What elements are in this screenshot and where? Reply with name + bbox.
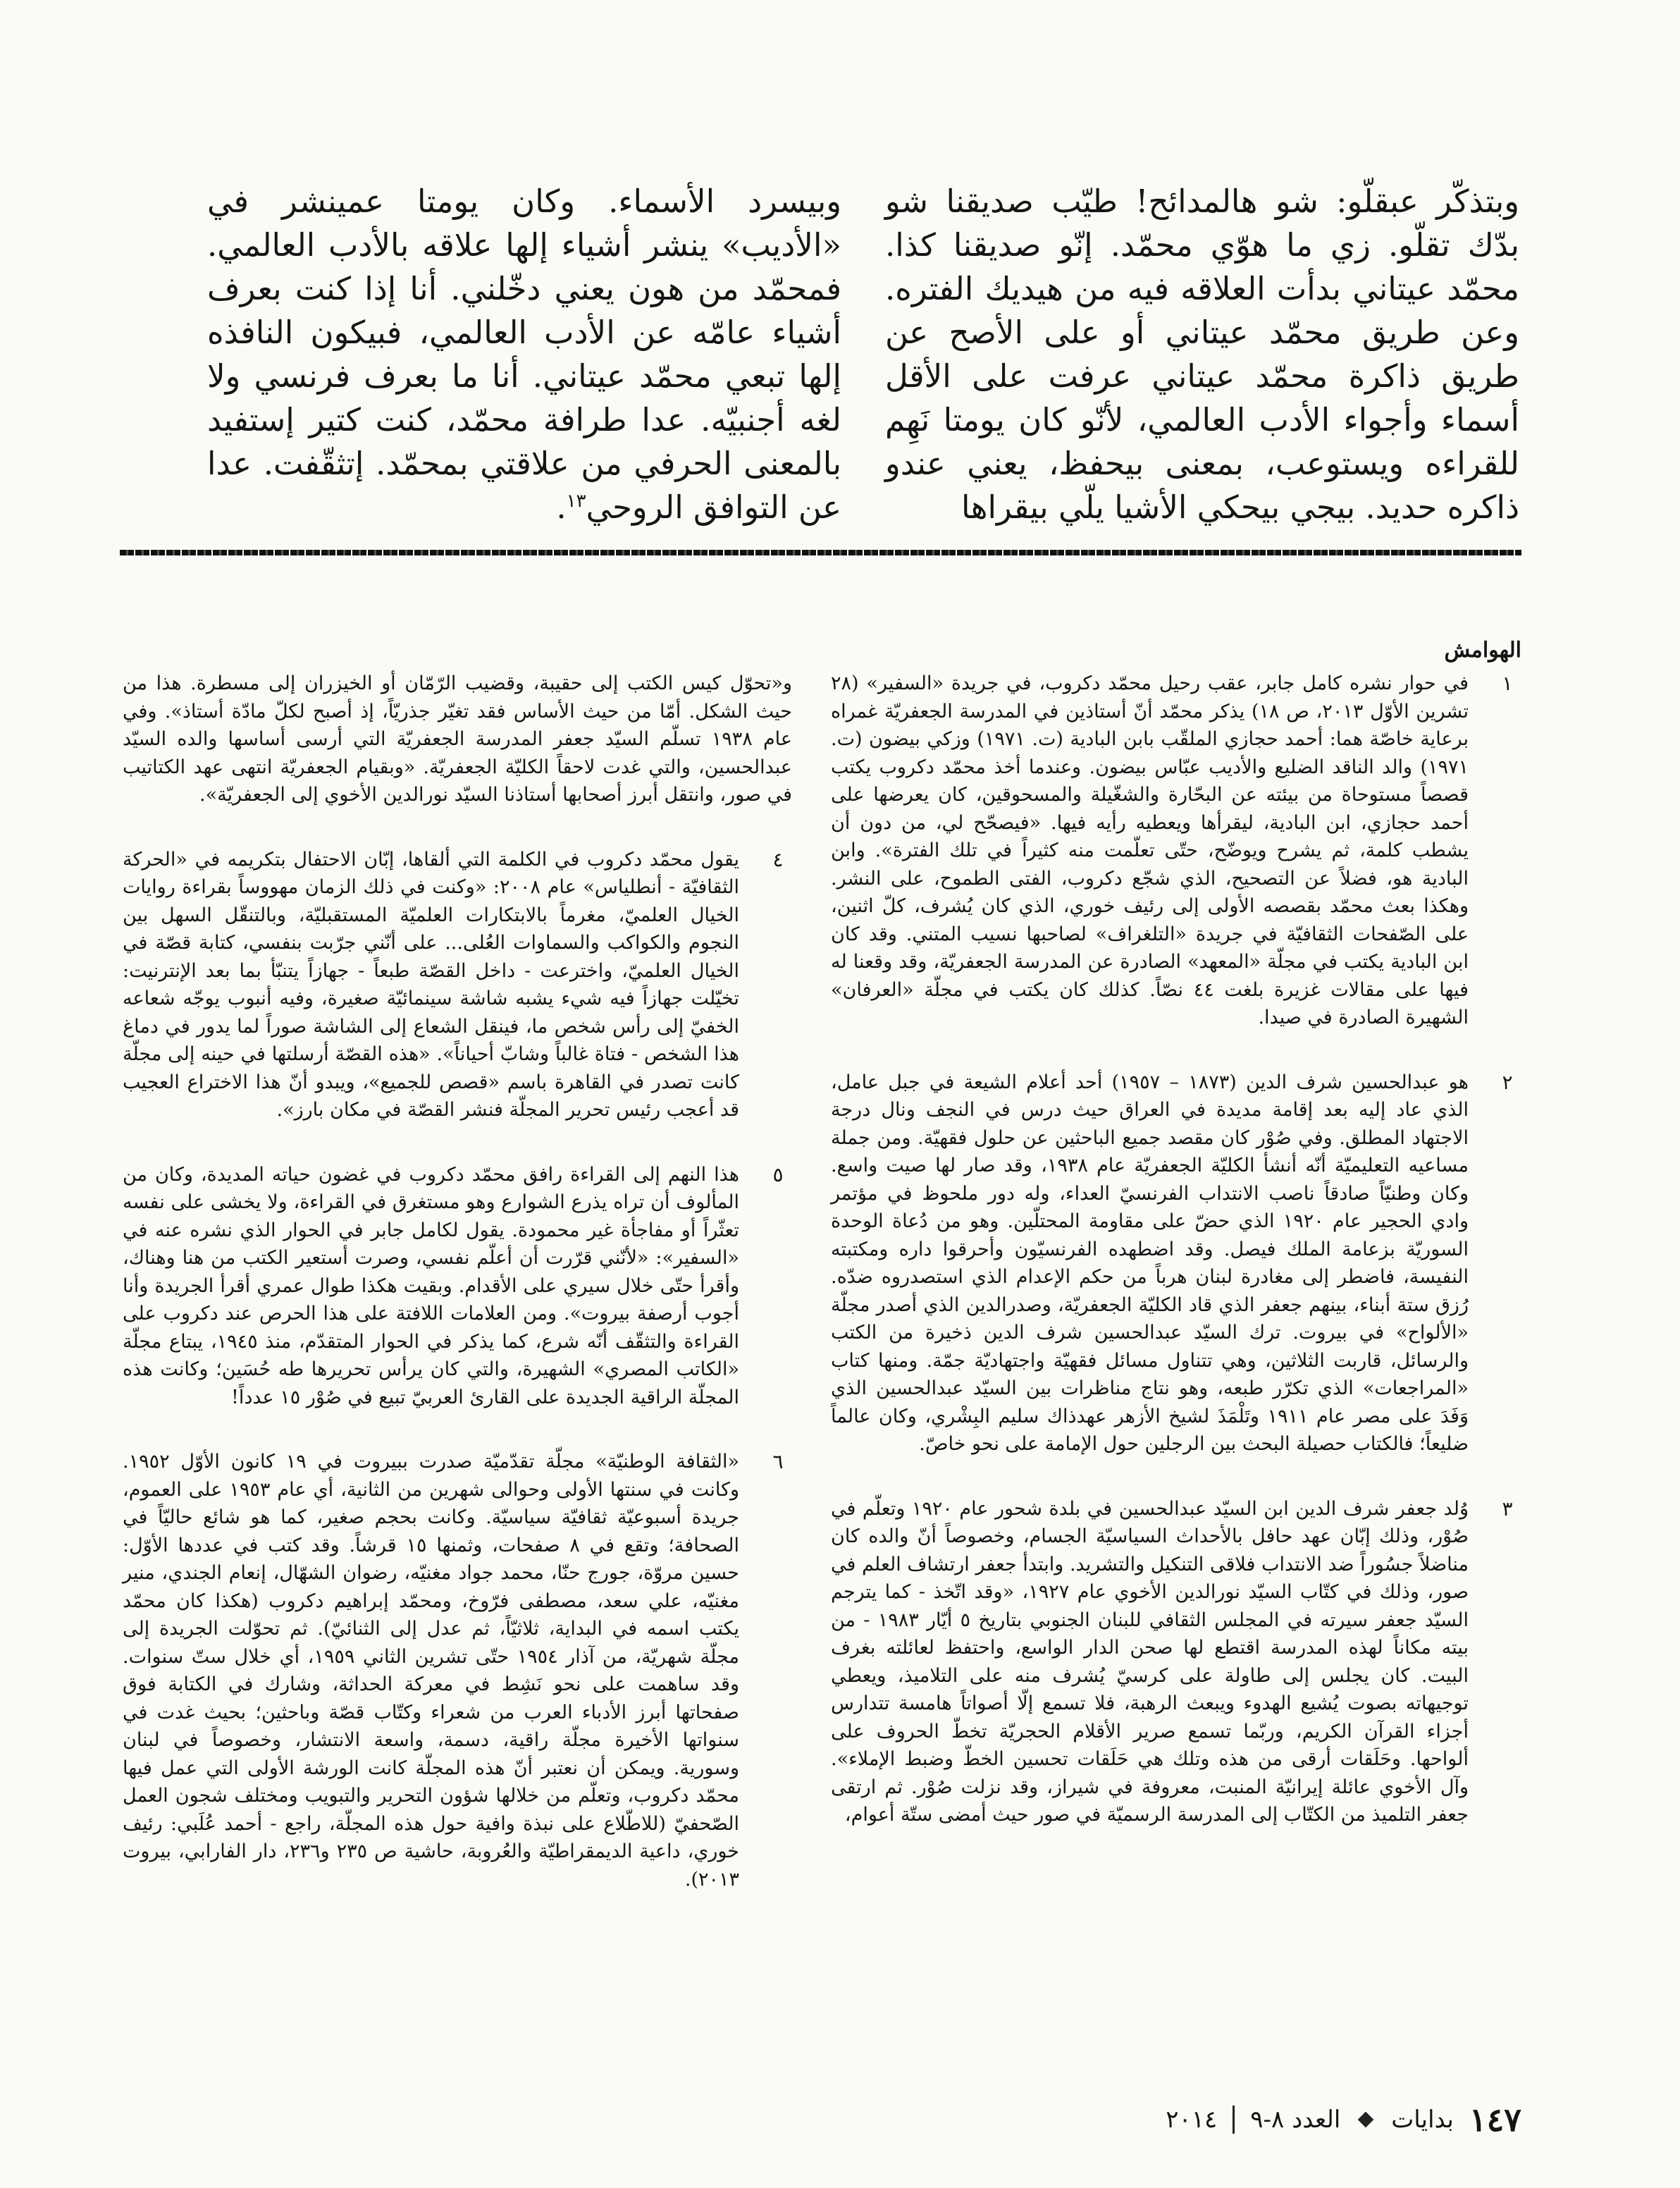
- footnote-4: [123, 846, 792, 1124]
- footnote-3: [831, 1495, 1521, 1829]
- footer-separator: [1233, 2106, 1235, 2134]
- page-number: ١٤٧: [1469, 2101, 1521, 2139]
- footnote-number: ٢: [1502, 1070, 1513, 1094]
- body-text-left-column: [207, 180, 841, 529]
- footnote-text: هذا النهم إلى القراءة رافق محمّد دكروب في غضون حياته المديدة، وكان من المألوف أن تراه يذرع الشوارع وهو مستغرق في القراءة، ولا يخشى على نفسه تعثّراً أو مفاجأة غير محمودة. يقول لكامل جابر في الحوار الذي نشره عنه في «السفير»: «لأنّني قرّرت أن أعلّم نفسي، وصرت أستعير الكتب من هنا وهناك، وأقرأ حتّى خلال سيري على الأقدام. وبقيت هكذا طوال عمري أقرأ الجريدة وأنا أجوب أرصفة بيروت». ومن العلامات اللافتة على هذا الحرص عند دكروب على القراءة والتثقّف أنّه شرع، كما يذكر في الحوار المتقدّم، منذ ١٩٤٥، يبتاع مجلّة «الكاتب المصري» الشهيرة، والتي كان يرأس تحريرها طه حُسَين؛ وكانت هذه المجلّة الراقية الجديدة على القارئ العربيّ تبيع في صُوْر ١٥ عدداً!: [123, 1163, 739, 1408]
- notes-right-column: [831, 670, 1521, 1866]
- body-text-right-column: [885, 180, 1519, 529]
- footnote-6: [123, 1448, 792, 1893]
- footnote-text: «الثقافة الوطنيّة» مجلّة تقدّميّة صدرت ببيروت في ١٩ كانون الأوّل ١٩٥٢. وكانت في سنتها الأولى وحوالى شهرين من الثانية، أي عام ١٩٥٣ على العموم، جريدة أسبوعيّة ثقافيّة سياسيّة. وكانت بحجم صغير، كما هو شائع حاليّاً في الصحافة؛ وتقع في ٨ صفحات، وثمنها ١٥ قرشاً. وقد كتب في عددها الأوّل: حسين مروّة، جورج حنّا، محمد جواد مغنيّه، رضوان الشهّال، إنعام الجندي، منير مغنيّه، علي سعد، مصطفى فرّوخ، ومحمّد إبراهيم دكروب (هكذا كان محمّد يكتب اسمه في البداية، ثلاثيّاً، ثم عدل إلى الثنائيّ). ثم تحوّلت الجريدة إلى مجلّة شهريّة، من آذار ١٩٥٤ حتّى تشرين الثاني ١٩٥٩، أي خلال ستّ سنوات. وقد ساهمت على نحو نَشِط في معركة الحداثة، وشارك في الكتابة فوق صفحاتها أبرز الأدباء العرب من شعراء وكتّاب قصّة وباحثين؛ بحيث غدت في سنواتها الأخيرة مجلّة راقية، دسمة، واسعة الانتشار، وخصوصاً في لبنان وسورية. ويمكن أن نعتبر أنّ هذه المجلّة كانت الورشة الأولى التي عمل فيها محمّد دكروب، وتعلّم من خلالها شؤون التحرير والتبويب ومختلف شجون العمل الصّحفيّ (للاطّلاع على نبذة وافية حول هذه المجلّة، راجع - أحمد عُلَبي: رئيف خوري، داعية الديمقراطيّة والعُروبة، حاشية ص ٢٣٥ و٢٣٦، دار الفارابي، بيروت ٢٠١٣).: [123, 1451, 740, 1891]
- footnote-1: [831, 670, 1521, 1032]
- footnote-number: ٦: [772, 1450, 784, 1473]
- footnote-text: وُلد جعفر شرف الدين ابن السيّد عبدالحسين في بلدة شحور عام ١٩٢٠ وتعلّم في صُوْر، وذلك إبّان عهد حافل بالأحداث السياسيّة الجسام، وخصوصاً أنّ والده كان مناضلاً جسُوراً ضد الانتداب فلاقى التنكيل والتشريد. وابتدأ جعفر ارتشاف العلم في صور، وذلك في كتّاب السيّد نورالدين الأخوي عام ١٩٢٧، «وقد اتّخذ - كما يترجم السيّد جعفر سيرته في المجلس الثقافي للبنان الجنوبي بتاريخ ٥ أيّار ١٩٨٣ - من بيته مكاناً لهذه المدرسة اقتطع لها صحن الدار الواسع، واحتفظ لعائلته بغرف البيت. كان يجلس إلى طاولة على كرسيّ يُشرف منه على التلاميذ، ويعطي توجيهاته بصوت يُشيع الهدوء ويبعث الرهبة، فلا تسمع إلّا أصواتاً هامسة تتدارس أجزاء القرآن الكريم، وربّما تسمع صرير الأقلام الحجريّة تخطّ الحروف على ألواحها. وحَلَقات أرقى من هذه وتلك هي حَلَقات تحسين الخطّ وضبط الإملاء». وآل الأخوي عائلة إيرانيّة المنبت، معروفة في شيراز، وقد نزلت صُوْر. ثم ارتقى جعفر التلميذ من الكتّاب إلى المدرسة الرسميّة في صور حيث أمضى ستّة أعوام،: [831, 1497, 1469, 1826]
- notes-heading: الهوامش: [1444, 638, 1521, 663]
- footnote-text: يقول محمّد دكروب في الكلمة التي ألقاها، إبّان الاحتفال بتكريمه في «الحركة الثقافيّة - أنطلياس» عام ٢٠٠٨: «وكنت في ذلك الزمان مهووساً بقراءة روايات الخيال العلميّ، مغرماً بالابتكارات العلميّة المستقبليّة، وبالتنقّل السهل بين النجوم والكواكب والسماوات العُلى... على أنّني جرّبت بنفسي، كتابة قصّة في الخيال العلميّ، واخترعت - داخل القصّة طبعاً - جهازاً يتنبّأ بما بعد الإنترنيت: تخيّلت جهازاً فيه شيء يشبه شاشة سينمائيّة صغيرة، وفيه أنبوب يوجّه شعاعه الخفيّ إلى رأس شخص ما، فينقل الشعاع إلى الشاشة صوراً لما يدور في دماغ هذا الشخص - فتاة غالباً وشابّ أحياناً». «هذه القصّة أرسلتها في حينه إلى مجلّة كانت تصدر في القاهرة باسم «قصص للجميع»، ويبدو أنّ هذا الاختراع العجيب قد أعجب رئيس تحرير المجلّة فنشر القصّة في مكان بارز».: [123, 848, 739, 1121]
- footnote-number: ٥: [772, 1162, 784, 1186]
- footnote-text: و«تحوّل كيس الكتب إلى حقيبة، وقضيب الرّمّان أو الخيزران إلى مسطرة. هذا من حيث الشكل. أمّا من حيث الأساس فقد تغيّر جذريّاً، إذ أصبح لكلّ مادّة أستاذ». وفي عام ١٩٣٨ تسلّم السيّد جعفر المدرسة الجعفريّة التي أرسى أساسها والده السيّد عبدالحسين، والتي غدت لاحقاً الكليّة الجعفريّة. «وبقيام الجعفريّة انتهى عهد الكتاتيب في صور، وانتقل أبرز أصحابها أستاذنا السيّد نورالدين الأخوي إلى الجعفريّة».: [123, 672, 793, 806]
- issue-number: العدد ٨-٩: [1250, 2106, 1341, 2134]
- footnote-number: ٤: [772, 847, 784, 871]
- footnote-text: في حوار نشره كامل جابر، عقب رحيل محمّد دكروب، في جريدة «السفير» (٢٨ تشرين الأوّل ٢٠١٣، ص ١٨) يذكر محمّد أنّ أستاذين في المدرسة الجعفريّة غمراه برعاية خاصّة هما: أحمد حجازي الملقّب بابن البادية (ت. ١٩٧١) وزكي بيضون (ت. ١٩٧١) والد الناقد الضليع والأديب عبّاس بيضون. وعندما أخذ محمّد دكروب يكتب قصصاً مستوحاة من بيئته عن البحّارة والشغّيلة والمسحوقين، كان يعرضها على أحمد حجازي، ابن البادية، ليقرأها ويعطيه رأيه فيها. «فيصحّح لي، من دون أن يشطب كلمة، ثم يشرح ويوضّح، حتّى تعلّمت منه كثيراً في تلك الفترة». وابن البادية هو، فضلاً عن التصحيح، الذي شجّع دكروب، الفتى الطموح، على النشر. وهكذا بعث محمّد بقصصه الأولى إلى رئيف خوري، الذي كان يُشرف، كلّ اثنين، على الصّفحات الثقافيّة في جريدة «التلغراف» لصاحبها نسيب المتني. وقد كان ابن البادية يكتب في مجلّة «المعهد» الصادرة عن المدرسة الجعفريّة، وقد وقعنا له فيها على مقالات غزيرة بلغت ٤٤ نصّاً. كذلك كان يكتب في مجلّة «العرفان» الشهيرة الصادرة في صيدا.: [831, 672, 1469, 1028]
- footnote-5: [123, 1161, 792, 1412]
- diamond-icon: [1358, 2112, 1374, 2128]
- section-divider: [120, 550, 1521, 555]
- footnote-number: ١: [1502, 672, 1513, 695]
- notes-left-column: [123, 670, 792, 1930]
- body-paragraph-right: وبتذكّر عبقلّو: شو هالمدائح! طيّب صديقنا شو بدّك تقلّو. زي ما هوّي محمّد. إنّو صديقنا كذا. محمّد عيتاني بدأت العلاقه فيه من هيديك الفتره. وعن طريق محمّد عيتاني أو على الأصح عن طريق ذاكرة محمّد عيتاني عرفت على الأقل أسماء وأجواء الأدب العالمي، لأنّو كان يومتا نَهِم للقراءه ويستوعب، بمعنى بيحفظ، يعني عندو ذاكره حديد. بيجي بيحكي الأشيا يلّي بيقراها: [885, 183, 1519, 526]
- body-paragraph-left: وبيسرد الأسماء. وكان يومتا عمينشر في «الأديب» ينشر أشياء إلها علاقه بالأدب العالمي. فمحمّد من هون يعني دخّلني. أنا إذا كنت بعرف أشياء عامّه عن الأدب العالمي، فبيكون النافذه إلها تبعي محمّد عيتاني. أنا ما بعرف فرنسي ولا لغه أجنبيّه. عدا طرافة محمّد، كنت كتير إستفيد بالمعنى الحرفي من علاقتي بمحمّد. إتثقّفت. عدا عن التوافق الروحي$^{١٣}$.: [207, 183, 841, 526]
- footnote-text: هو عبدالحسين شرف الدين (١٨٧٣ – ١٩٥٧) أحد أعلام الشيعة في جبل عامل، الذي عاد إليه بعد إقامة مديدة في العراق حيث درس في النجف ونال درجة الاجتهاد المطلق. وفي صُوْر كان مقصد جميع الباحثين عن حلول فقهيّة. ومن جملة مساعيه التعليميّة أنّه أنشأ الكليّة الجعفريّة عام ١٩٣٨، وقد صار لها صيت واسع. وكان وطنيّاً صادقاً ناصب الانتداب الفرنسيّ العداء، وله دور ملحوظ في مؤتمر وادي الحجير عام ١٩٢٠ الذي حضّ على مقاومة المحتلّين. وهو من دُعاة الوحدة السوريّة بزعامة الملك فيصل. وقد اضطهده الفرنسيّون وأحرقوا داره ومكتبته النفيسة، فاضطر إلى مغادرة لبنان هرباً من حكم الإعدام الذي استصدروه ضدّه. رُزق ستة أبناء، بينهم جعفر الذي قاد الكليّة الجعفريّة، وصدرالدين الذي أصدر مجلّة «الألواح» في بيروت. ترك السيّد عبدالحسين شرف الدين ذخيرة من الكتب والرسائل، قاربت الثلاثين، وهي تتناول مسائل فقهيّة واجتهاديّة جمّة. ومنها كتاب «المراجعات» الذي تكرّر طبعه، وهو نتاج مناظرات بين السيّد عبدالحسين الذي وَفَدَ على مصر عام ١٩١١ وتَلْمَذَ لشيخ الأزهر عهدذاك سليم البِشْري، وكان عالماً ضليعاً؛ فالكتاب حصيلة البحث بين الرجلين حول الإمامة على نحو خاصّ.: [831, 1071, 1469, 1455]
- footnote-3-continued: [123, 670, 792, 809]
- page-footer: [1166, 2101, 1521, 2139]
- body-paragraph-left-text: وبيسرد الأسماء. وكان يومتا عمينشر في «الأديب» ينشر أشياء إلها علاقه بالأدب العالمي. فمحمّد من هون يعني دخّلني. أنا إذا كنت بعرف أشياء عامّه عن الأدب العالمي، فبيكون النافذه إلها تبعي محمّد عيتاني. أنا ما بعرف فرنسي ولا لغه أجنبيّه. عدا طرافة محمّد، كنت كتير إستفيد بالمعنى الحرفي من علاقتي بمحمّد. إتثقّفت. عدا عن التوافق الروحي: [207, 183, 841, 526]
- issue-year: ٢٠١٤: [1166, 2106, 1218, 2134]
- journal-name: بدايات: [1391, 2106, 1454, 2134]
- footnote-reference: ١٣: [566, 491, 586, 512]
- footnote-number: ٣: [1502, 1496, 1513, 1520]
- footnote-2: [831, 1069, 1521, 1458]
